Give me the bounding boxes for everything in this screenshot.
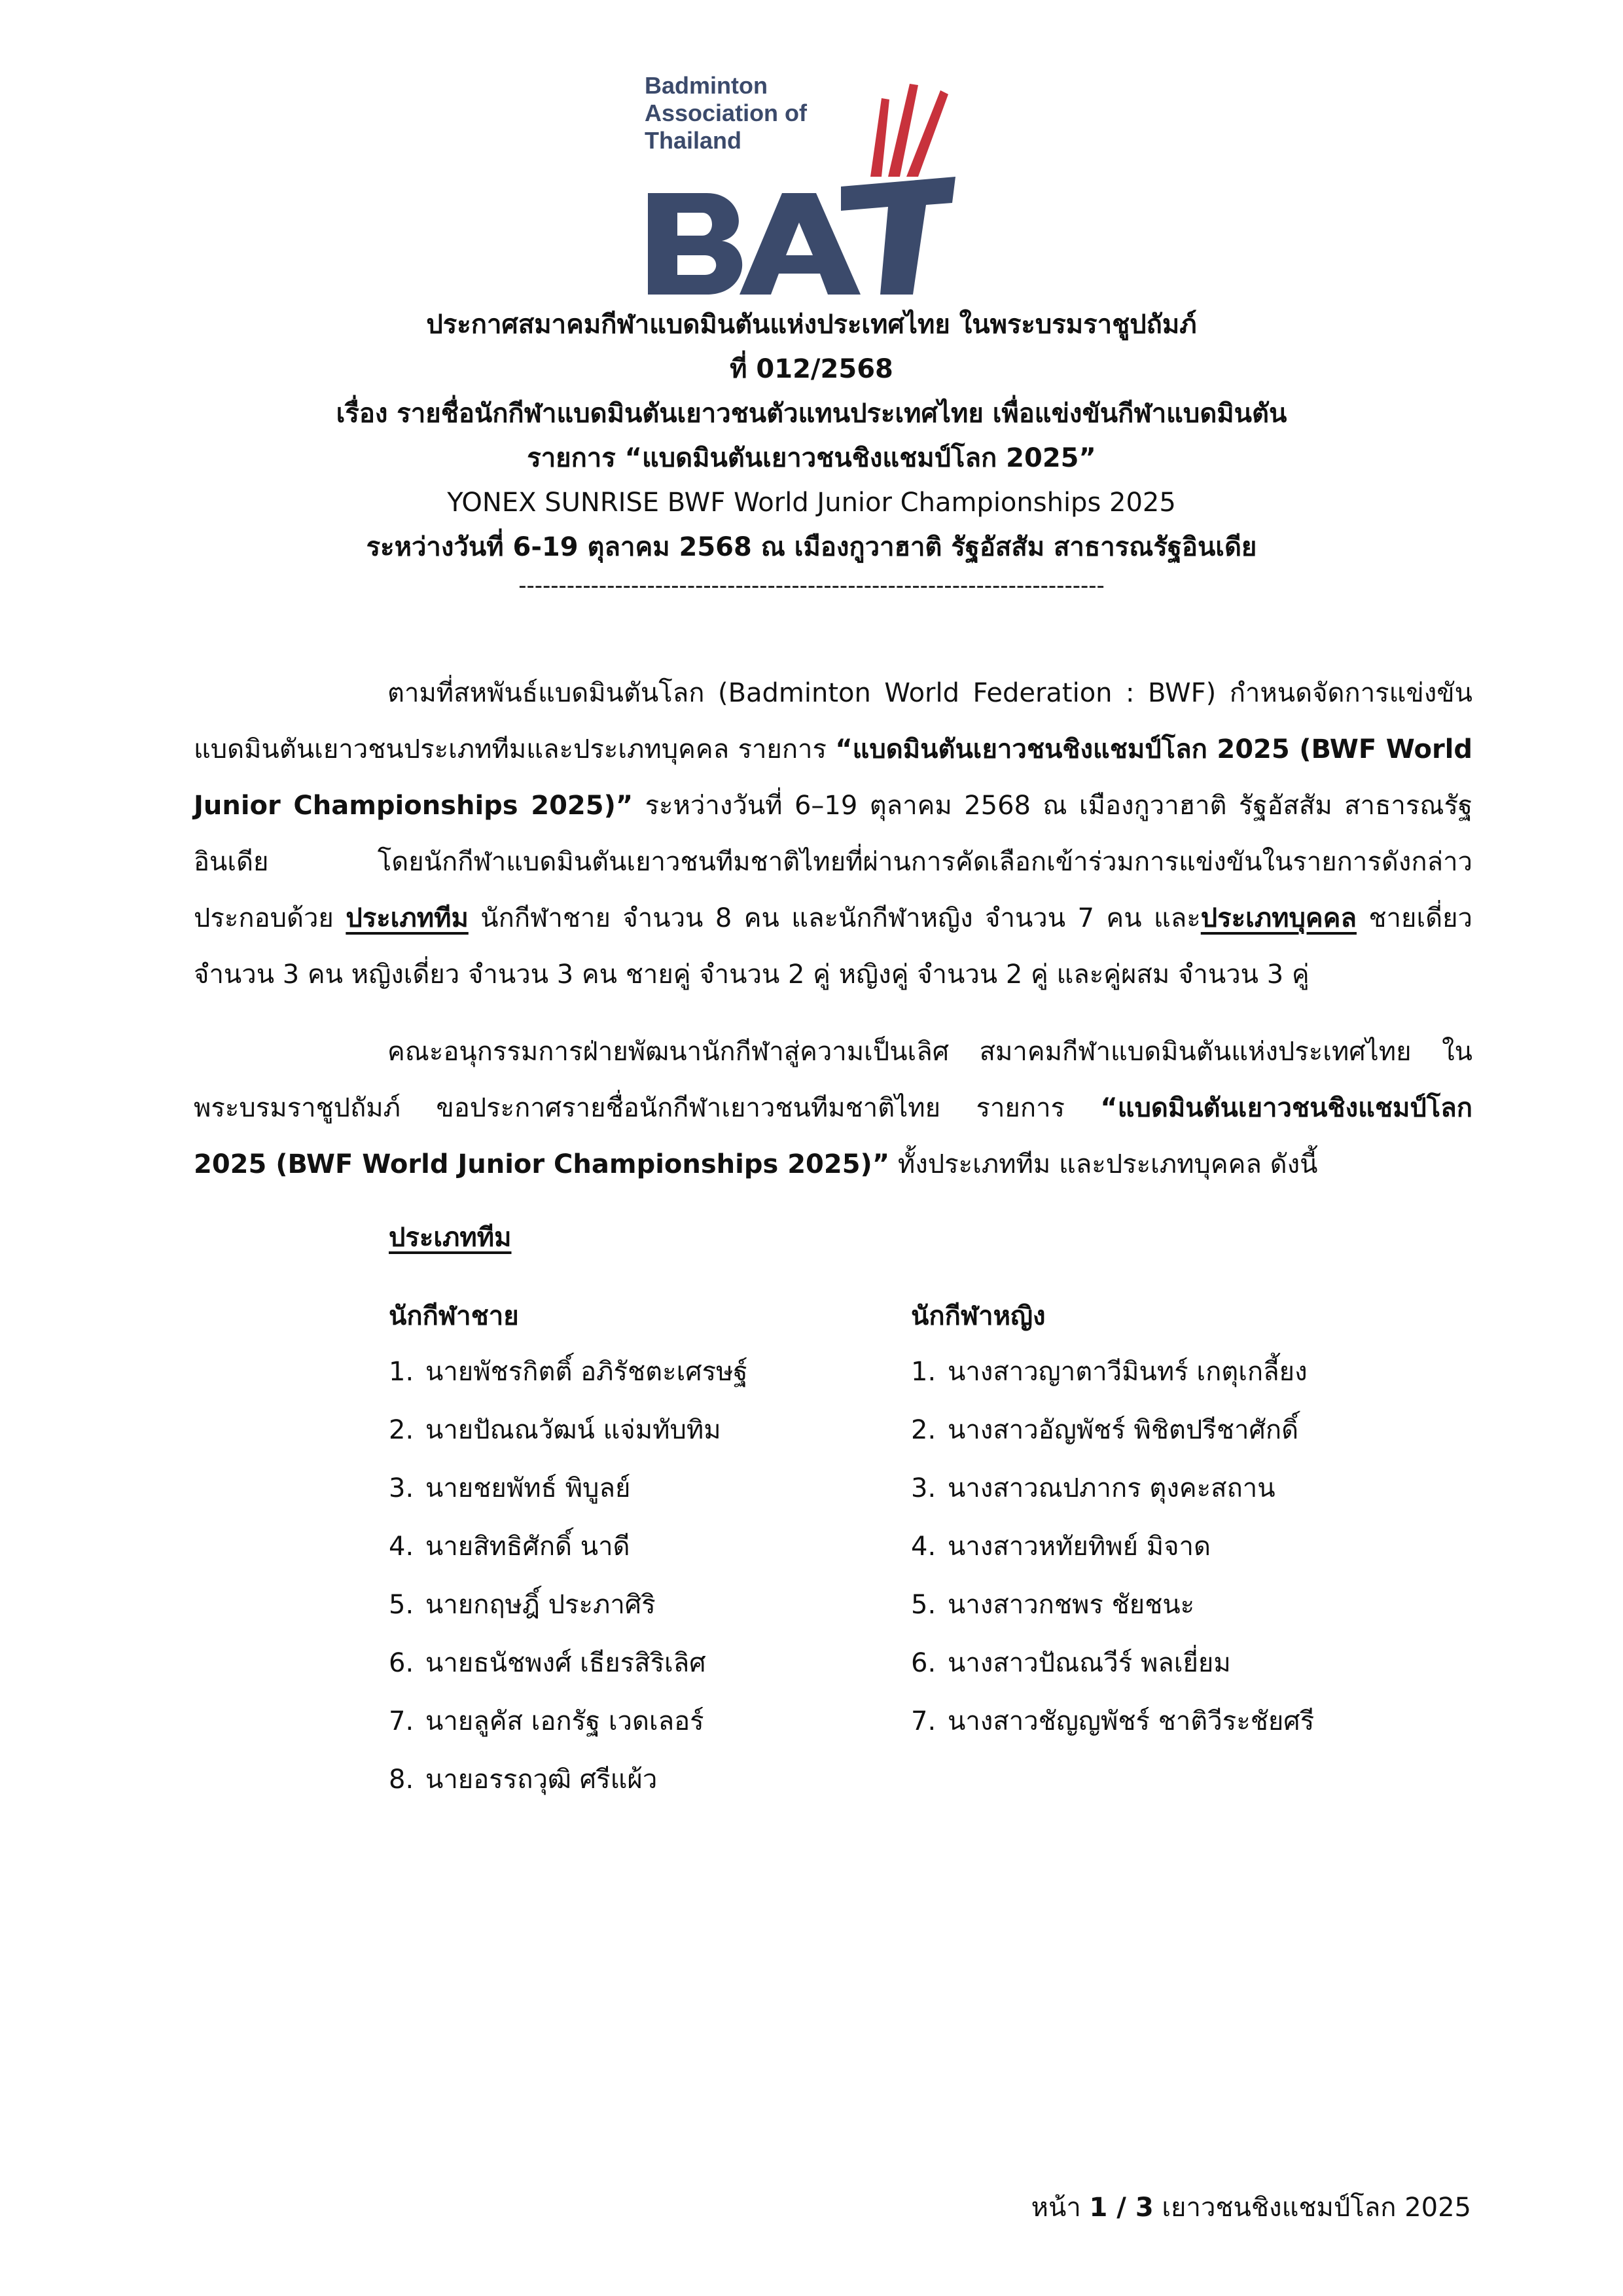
athlete-name: นางสาวกชพร ชัยชนะ [948, 1590, 1195, 1620]
list-item [389, 1460, 748, 1518]
list-item-number: 1. [911, 1357, 936, 1387]
paragraph-1 [194, 665, 1472, 1003]
header-line-4: รายการ “แบดมินตันเยาวชนชิงแชมป์โลก 2025” [527, 443, 1096, 473]
list-item [389, 1751, 748, 1809]
list-item-number: 7. [911, 1706, 936, 1736]
list-item-number: 7. [389, 1706, 414, 1736]
para1-text-1: ตามที่สหพันธ์แบดมินตันโลก (Badminton World Federation : BWF) กำหนดจัดการแข่งขันแบดมินตันเยาวชนประเภททีมและประเภทบุคคล รายการ [194, 678, 1472, 764]
women-list [911, 1343, 1314, 1751]
men-heading: นักกีฬาชาย [389, 1301, 519, 1331]
header-line-5: YONEX SUNRISE BWF World Junior Championships 2025 [447, 488, 1176, 518]
team-section-title: ประเภททีม [389, 1223, 512, 1253]
athlete-name: นายสิทธิศักดิ์ นาดี [425, 1532, 630, 1562]
bat-logo [645, 72, 965, 301]
bat-logo-wordmark [645, 72, 807, 154]
athlete-name: นางสาวอัญพัชร์ พิชิตปรีชาศักดิ์ [948, 1415, 1299, 1445]
para2-text-1: คณะอนุกรรมการฝ่ายพัฒนานักกีฬาสู่ความเป็นเลิศ สมาคมกีฬาแบดมินตันแห่งประเทศไทย ในพระบรมราชูปถัมภ์ ขอประกาศรายชื่อนักกีฬาเยาวชนทีมชาติไทย รายการ [194, 1037, 1472, 1123]
para1-team-category: ประเภททีม [346, 903, 469, 933]
list-item [911, 1518, 1314, 1576]
page-number: 1 / 3 [1089, 2193, 1154, 2223]
logo-line-2: Association of [645, 99, 808, 126]
page-footer [1031, 2186, 1471, 2228]
footer-prefix: หน้า [1031, 2193, 1090, 2223]
header-line-2: ที่ 012/2568 [730, 354, 893, 384]
list-item [911, 1460, 1314, 1518]
list-item [911, 1401, 1314, 1460]
list-item [389, 1634, 748, 1693]
list-item-number: 2. [911, 1415, 936, 1445]
header-line-6: ระหว่างวันที่ 6-19 ตุลาคม 2568 ณ เมืองกูวาฮาติ รัฐอัสสัม สาธารณรัฐอินเดีย [366, 532, 1257, 562]
para1-text-3: นักกีฬาชาย จำนวน 8 คน และนักกีฬาหญิง จำนวน 7 คน และ [468, 903, 1201, 933]
athlete-name: นายกฤษฎิ์ ประภาศิริ [425, 1590, 656, 1620]
athlete-name: นางสาวชัญญพัชร์ ชาติวีระชัยศรี [948, 1706, 1315, 1736]
men-list [389, 1343, 748, 1809]
women-heading: นักกีฬาหญิง [911, 1301, 1046, 1331]
logo-line-1: Badminton [645, 72, 768, 99]
athlete-name: นายลูคัส เอกรัฐ เวดเลอร์ [425, 1706, 704, 1736]
para1-individual-category: ประเภทบุคคล [1200, 903, 1357, 933]
athlete-name: นายธนัชพงศ์ เธียรสิริเลิศ [425, 1648, 706, 1678]
list-item [911, 1343, 1314, 1401]
logo-line-3: Thailand [645, 127, 742, 154]
list-item-number: 4. [389, 1532, 414, 1562]
list-item-number: 5. [389, 1590, 414, 1620]
list-item-number: 1. [389, 1357, 414, 1387]
athlete-name: นายชยพัทธ์ พิบูลย์ [425, 1473, 631, 1503]
list-item [911, 1576, 1314, 1634]
list-item [389, 1518, 748, 1576]
header-line-1: ประกาศสมาคมกีฬาแบดมินตันแห่งประเทศไทย ในพระบรมราชูปถัมภ์ [426, 310, 1197, 340]
paragraph-2 [194, 1024, 1472, 1193]
list-item-number: 3. [911, 1473, 936, 1503]
athlete-name: นางสาวปัณณวีร์ พลเยี่ยม [948, 1648, 1231, 1678]
list-item [389, 1343, 748, 1401]
footer-suffix: เยาวชนชิงแชมป์โลก 2025 [1153, 2193, 1471, 2223]
para1-text-2: ระหว่างวันที่ 6–19 ตุลาคม 2568 ณ เมืองกูวาฮาติ รัฐอัสสัม สาธารณรัฐอินเดีย โดยนักกีฬาแบดมินตันเยาวชนทีมชาติไทยที่ผ่านการคัดเลือกเข้าร่วมการแข่งขันในรายการดังกล่าว ประกอบด้วย [194, 791, 1473, 933]
header-divider: ------------------------------------------------------------------------- [518, 573, 1105, 599]
athlete-name: นายอรรถวุฒิ ศรีแผ้ว [425, 1765, 658, 1795]
para2-text-2: ทั้งประเภททีม และประเภทบุคคล ดังนี้ [889, 1149, 1318, 1179]
para1-event-name: “แบดมินตันเยาวชนชิงแชมป์โลก 2025 (BWF World Junior Championships 2025)” [194, 734, 1473, 821]
announcement-header [0, 302, 1623, 602]
para2-event-name: “แบดมินตันเยาวชนชิงแชมป์โลก 2025 (BWF World Junior Championships 2025)” [194, 1093, 1472, 1179]
list-item-number: 6. [911, 1648, 936, 1678]
list-item [911, 1693, 1314, 1751]
list-item-number: 3. [389, 1473, 414, 1503]
list-item-number: 2. [389, 1415, 414, 1445]
list-item [911, 1634, 1314, 1693]
list-item-number: 8. [389, 1765, 414, 1795]
athlete-name: นางสาวญาตาวีมินทร์ เกตุเกลี้ยง [948, 1357, 1308, 1387]
list-item [389, 1401, 748, 1460]
athlete-name: นางสาวหทัยทิพย์ มิจาด [948, 1532, 1211, 1562]
list-item-number: 6. [389, 1648, 414, 1678]
list-item-number: 5. [911, 1590, 936, 1620]
para1-text-4: ชายเดี่ยว จำนวน 3 คน หญิงเดี่ยว จำนวน 3 คน ชายคู่ จำนวน 2 คู่ หญิงคู่ จำนวน 2 คู่ และคู่ผสม จำนวน 3 คู่ [194, 903, 1472, 990]
list-item-number: 4. [911, 1532, 936, 1562]
header-line-3: เรื่อง รายชื่อนักกีฬาแบดมินตันเยาวชนตัวแทนประเทศไทย เพื่อแข่งขันกีฬาแบดมินตัน [336, 399, 1287, 429]
list-item [389, 1576, 748, 1634]
list-item [389, 1693, 748, 1751]
athlete-name: นายพัชรกิตติ์ อภิรัชตะเศรษฐ์ [425, 1357, 748, 1387]
athlete-name: นายปัณณวัฒน์ แจ่มทับทิม [425, 1415, 721, 1445]
athlete-name: นางสาวณปภากร ตุงคะสถาน [948, 1473, 1275, 1503]
